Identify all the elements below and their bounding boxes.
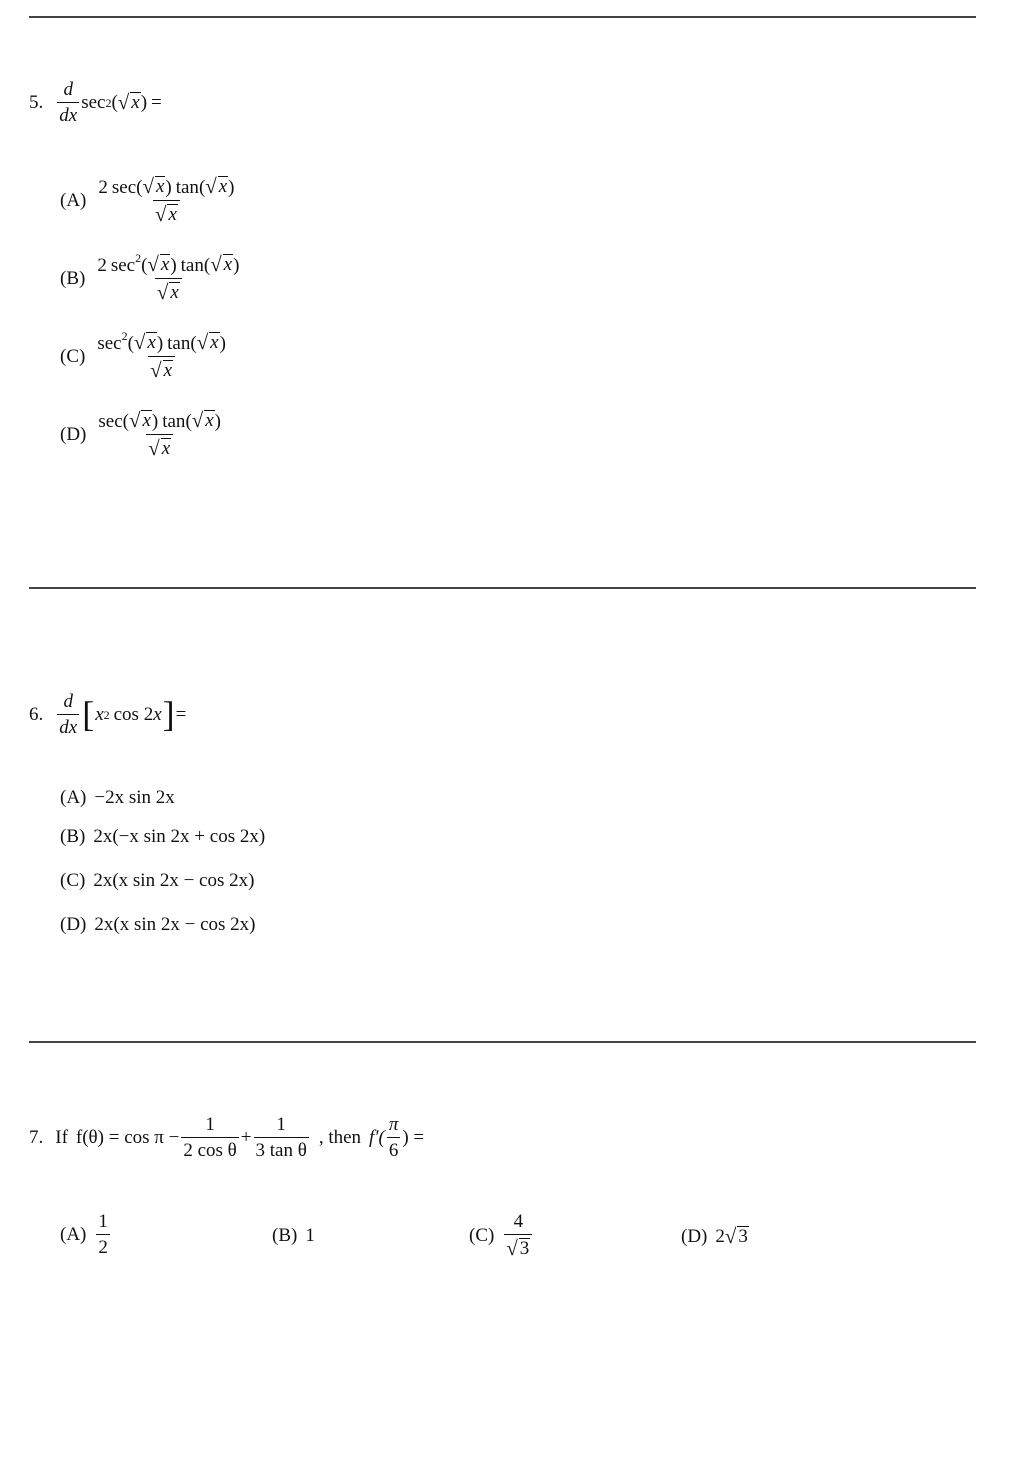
fraction-1-over-2cos: $\frac{1}{\text{2 cos θ}}$: [183, 1114, 237, 1161]
sqrt: √ 3: [724, 1224, 748, 1249]
q6-option-c[interactable]: (C) 2x(x sin 2x − cos 2x): [60, 870, 255, 891]
answer-fraction: sec( √ x ) tan( √ x ) √ x: [98, 408, 221, 461]
q7-option-d[interactable]: (D) 2 √ 3: [681, 1224, 748, 1249]
q6-option-d[interactable]: (D) 2x(x sin 2x − cos 2x): [60, 914, 256, 935]
derivative-operator: $\frac{d}{dx}$: [59, 691, 78, 738]
answer-fraction: $\frac{1}{2}$: [98, 1211, 108, 1258]
q5-option-a[interactable]: (A) 2 sec( √ x ) tan( √ x ) √ x: [60, 174, 235, 227]
answer-fraction: 2 $\sec^2$( √ x ) tan( √ x ) √ x: [97, 251, 240, 305]
question-number: 6.: [29, 704, 44, 725]
answer-fraction: 2 sec( √ x ) tan( √ x ) √ x: [98, 174, 235, 227]
question-7-stem: 7. If f(θ) = cos π − $\frac{1}{\text{2 cos θ}}$ + $\frac{1}{\text{3 tan θ}}$ , then f′( $\frac{\pi}{6}$ ) =: [29, 1114, 425, 1161]
rule-after-q6: [29, 1041, 976, 1043]
fraction-1-over-3tan: $\frac{1}{\text{3 tan θ}}$: [255, 1114, 307, 1161]
q7-option-b[interactable]: (B) 1: [272, 1225, 315, 1246]
q5-option-d[interactable]: (D) sec( √ x ) tan( √ x ) √ x: [60, 408, 221, 461]
fraction-pi-over-6: $\frac{\pi}{6}$: [388, 1114, 399, 1161]
function-definition: f(θ) = cos π −: [75, 1127, 180, 1148]
q7-option-c[interactable]: (C) 4 √ 3: [469, 1212, 534, 1259]
q6-option-b[interactable]: (B) 2x(−x sin 2x + cos 2x): [60, 826, 266, 847]
sqrt: √ x: [117, 90, 140, 115]
question-number: 5.: [29, 92, 44, 113]
question-6-stem: 6. $\frac{d}{dx}$ [ x 2 cos 2 x ] =: [29, 691, 187, 738]
question-number: 7.: [29, 1127, 44, 1148]
question-5-stem: 5. $\frac{d}{dx}$ sec 2 ( √ x ) =: [29, 79, 162, 126]
q5-option-b[interactable]: (B) 2 $\sec^2$( √ x ) tan( √ x ) √ x: [60, 251, 240, 305]
rule-top: [29, 16, 976, 18]
rule-after-q5: [29, 587, 976, 589]
answer-fraction: $\sec^2$( √ x ) tan( √ x ) √ x: [97, 329, 226, 383]
q7-option-a[interactable]: (A) $\frac{1}{2}$: [60, 1211, 108, 1258]
q6-option-a[interactable]: (A) −2x sin 2x: [60, 787, 175, 808]
derivative-operator: $\frac{d}{dx}$: [59, 79, 78, 126]
answer-fraction: 4 √ 3: [504, 1212, 532, 1259]
q5-option-c[interactable]: (C) $\sec^2$( √ x ) tan( √ x ) √ x: [60, 329, 226, 383]
